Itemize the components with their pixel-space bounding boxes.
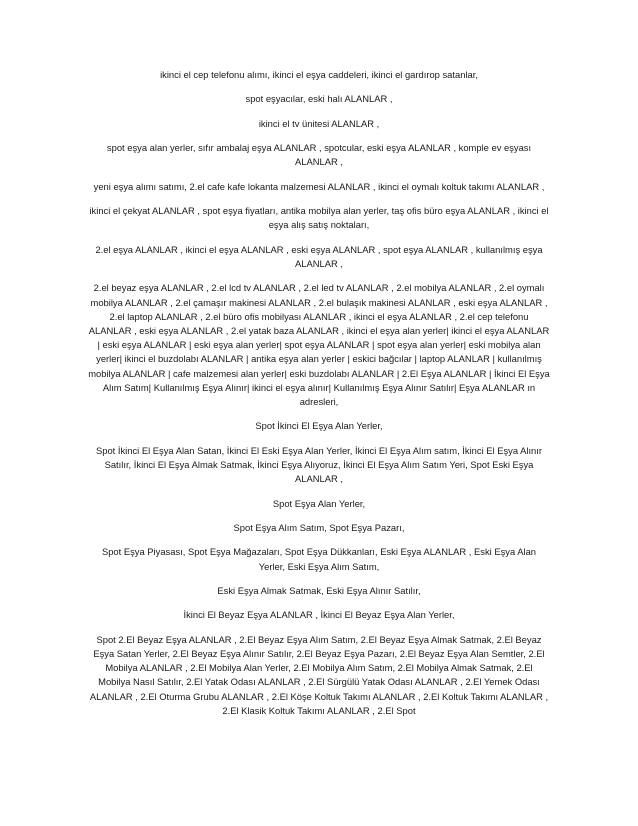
paragraph: 2.el beyaz eşya ALANLAR , 2.el lcd tv ALANLAR , 2.el led tv ALANLAR , 2.el mobilya ALANLAR , 2.el oymalı mobilya ALANLAR , 2.el çamaşır makinesi ALANLAR , 2.el bulaşık makinesi ALANLAR , eski eşya ALANLAR , 2.el laptop ALANLAR , 2.el büro ofis mobilyası ALANLAR , ikinci el eşya ALANLAR , 2.el cep telefonu ALANLAR , eski eşya ALANLAR , 2.el yatak baza ALANLAR , ikinci el eşya alan yerler| ikinci el eşya ALANLAR | eski eşya ALANLAR | eski eşya alan yerler| spot eşya ALANLAR | spot eşya alan yerler| eski mobilya alan yerler| ikinci el buzdolabı ALANLAR | antika eşya alan yerler | eskici bağcılar | laptop ALANLAR | kullanılmış mobilya ALANLAR | cafe malzemesi alan yerler| eski buzdolabı ALANLAR | 2.El Eşya ALANLAR | İkinci El Eşya Alım Satım| Kullanılmış Eşya Alınır| ikinci el eşya alınır| Kullanılmış Eşya Alınır Satılır| Eşya ALANLAR ın adresleri, — [88, 282, 550, 407]
paragraph: Spot Eşya Alım Satım, Spot Eşya Pazarı, — [233, 521, 405, 533]
paragraph: Spot Eşya Alan Yerler, — [272, 497, 366, 509]
paragraph: Eski Eşya Almak Satmak, Eski Eşya Alınır Satılır, — [217, 584, 421, 596]
paragraph: Spot 2.El Beyaz Eşya ALANLAR , 2.El Beyaz Eşya Alım Satım, 2.El Beyaz Eşya Almak Satmak, 2.El Beyaz Eşya Satan Yerler, 2.El Beyaz Eşya Alınır Satılır, 2.El Beyaz Eşya Pazarı, 2.El Beyaz Eşya Alan Semtler, 2.El Mobilya ALANLAR , 2.El Mobilya Alan Yerler, 2.El Mobilya Alım Satım, 2.El Mobilya Almak Satmak, 2.El Mobilya Nasıl Satılır, 2.El Yatak Odası ALANLAR , 2.El Sürgülü Yatak Odası ALANLAR , 2.El Yemek Odası ALANLAR , 2.El Oturma Grubu ALANLAR , 2.El Köşe Koltuk Takımı ALANLAR , 2.El Koltuk Takımı ALANLAR , 2.El Klasik Koltuk Takımı ALANLAR , 2.El Spot — [89, 633, 549, 716]
paragraph: Spot Eşya Piyasası, Spot Eşya Mağazaları, Spot Eşya Dükkanları, Eski Eşya ALANLAR , Eski Eşya Alan Yerler, Eski Eşya Alım Satım, — [101, 546, 537, 572]
paragraph: yeni eşya alımı satımı, 2.el cafe kafe lokanta malzemesi ALANLAR , ikinci el oymalı koltuk takımı ALANLAR , — [93, 180, 545, 192]
paragraph: Spot İkinci El Eşya Alan Satan, İkinci El Eski Eşya Alan Yerler, İkinci El Eşya Alım satım, İkinci El Eşya Alınır Satılır, İkinci El Eşya Almak Satmak, İkinci Eşya Alıyoruz, İkinci El Eşya Alım Satım Yeri, Spot Eski Eşya ALANLAR , — [95, 444, 543, 485]
paragraph: spot eşya alan yerler, sıfır ambalaj eşya ALANLAR , spotcular, eski eşya ALANLAR , komple ev eşyası ALANLAR , — [106, 142, 532, 168]
paragraph: ikinci el cep telefonu alımı, ikinci el eşya caddeleri, ikinci el gardırop satanlar, — [160, 69, 478, 80]
paragraph: Spot İkinci El Eşya Alan Yerler, — [255, 420, 383, 432]
paragraph: 2.el eşya ALANLAR , ikinci el eşya ALANLAR , eski eşya ALANLAR , spot eşya ALANLAR , kullanılmış eşya ALANLAR , — [95, 243, 543, 269]
paragraph: spot eşyacılar, eski halı ALANLAR , — [245, 93, 393, 105]
paragraph: ikinci el çekyat ALANLAR , spot eşya fiyatları, antika mobilya alan yerler, taş ofis büro eşya ALANLAR , ikinci el eşya alış satış noktaları, — [89, 205, 549, 231]
paragraph: ikinci el tv ünitesi ALANLAR , — [258, 117, 380, 129]
paragraph: İkinci El Beyaz Eşya ALANLAR , İkinci El Beyaz Eşya Alan Yerler, — [183, 609, 455, 621]
document-page — [88, 68, 550, 728]
